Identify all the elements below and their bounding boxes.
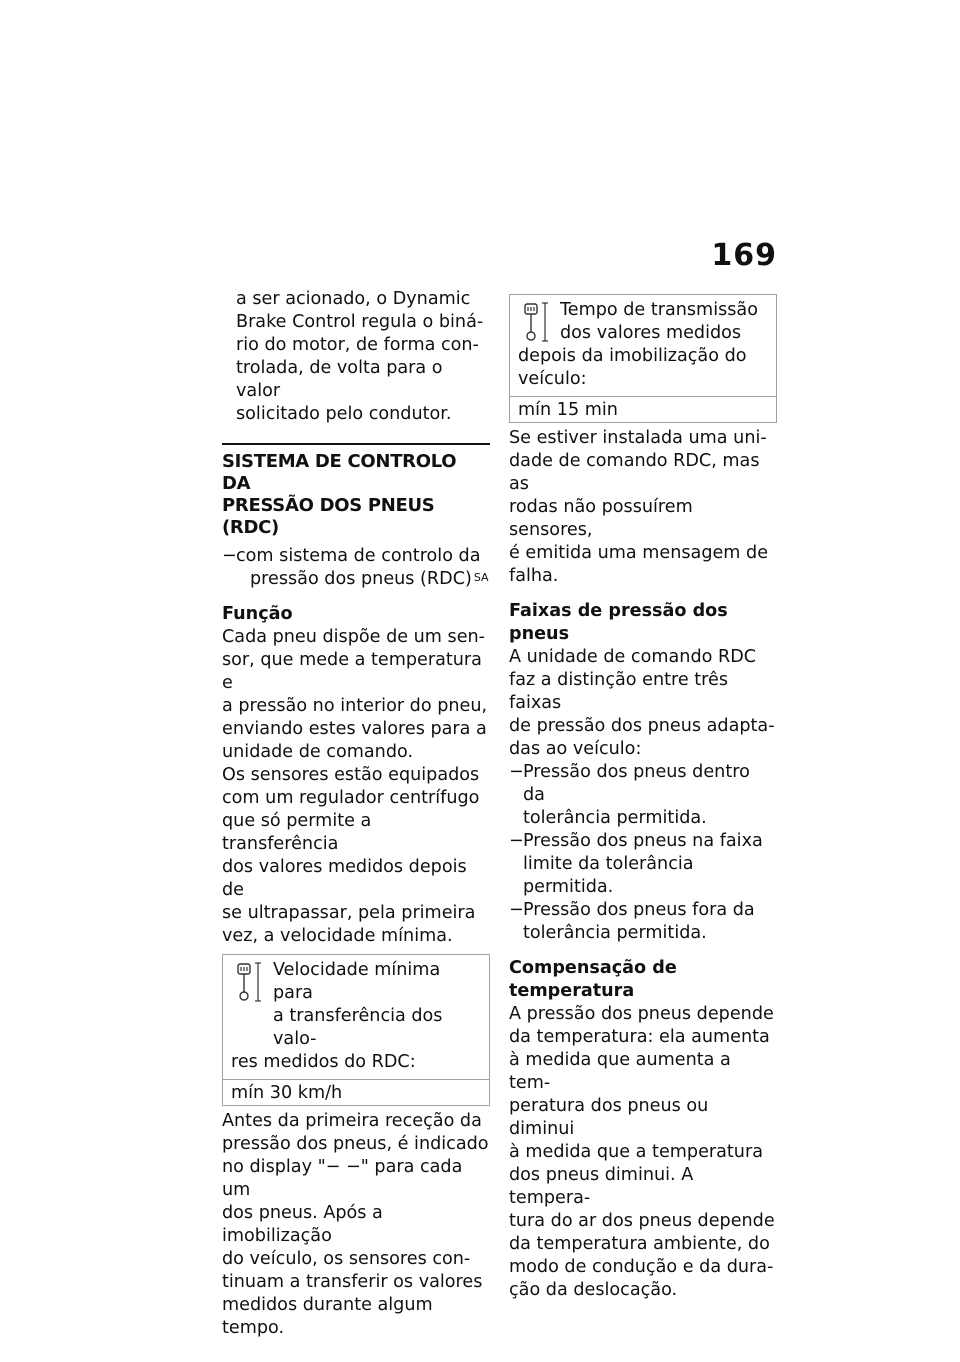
text-line: vez, a velocidade mínima. <box>222 926 453 946</box>
function-paragraph <box>222 626 490 764</box>
function-heading: Função <box>222 604 293 624</box>
text-line: rio do motor, de forma con- <box>236 335 479 355</box>
text-line: Pressão dos pneus dentro da <box>523 762 750 805</box>
text-line: peratura dos pneus ou diminui <box>509 1096 709 1139</box>
special-equipment-mark: SA <box>473 571 489 584</box>
dash-bullet: − <box>222 546 237 566</box>
text-line: se ultrapassar, pela primeira <box>222 903 476 923</box>
compensation-paragraph <box>509 1003 777 1302</box>
text-line: dos valores medidos <box>560 323 742 343</box>
text-line: depois da imobilização do <box>518 346 747 366</box>
text-line: tinuam a transferir os valores <box>222 1272 483 1292</box>
dash-bullet: − <box>509 900 524 920</box>
text-line: dos pneus. Após a imobilização <box>222 1203 383 1246</box>
text-line: Se estiver instalada uma uni- <box>509 428 767 448</box>
text-line: Os sensores estão equipados <box>222 765 480 785</box>
text-line: no display "− −" para cada um <box>222 1157 463 1200</box>
text-line: rodas não possuírem sensores, <box>509 497 693 540</box>
sensor-paragraph <box>222 764 490 948</box>
text-line: é emitida uma mensagem de <box>509 543 769 563</box>
section-heading-line: SISTEMA DE CONTROLO DA <box>222 451 457 494</box>
text-line: dade de comando RDC, mas as <box>509 451 760 494</box>
text-line: do veículo, os sensores con- <box>222 1249 471 1269</box>
text-line: a pressão no interior do pneu, <box>222 696 488 716</box>
text-line: à medida que aumenta a tem- <box>509 1050 731 1093</box>
text-line: A unidade de comando RDC <box>509 647 757 667</box>
text-line: sor, que mede a temperatura e <box>222 650 482 693</box>
dash-bullet: − <box>509 831 524 851</box>
text-line: unidade de comando. <box>222 742 414 762</box>
text-line: medidos durante algum tempo. <box>222 1295 433 1338</box>
text-line: modo de condução e da dura- <box>509 1257 774 1277</box>
section-heading-line: PRESSÃO DOS PNEUS (RDC) <box>222 495 435 538</box>
text-line: Pressão dos pneus fora da <box>523 900 755 920</box>
text-line: pressão dos pneus, é indicado <box>222 1134 489 1154</box>
option-line <box>236 568 490 591</box>
text-line: a transferência dos valo- <box>273 1006 443 1049</box>
text-line: de pressão dos pneus adapta- <box>509 716 775 736</box>
page-number: 169 <box>711 238 777 273</box>
text-line: falha. <box>509 566 559 586</box>
text-line: veículo: <box>518 369 587 389</box>
text-line: tolerância permitida. <box>523 923 707 943</box>
technical-data-icon <box>520 301 550 345</box>
text-line: à medida que a temperatura <box>509 1142 763 1162</box>
time-data-box <box>509 294 777 423</box>
text-line: faz a distinção entre três faixas <box>509 670 729 713</box>
text-line: dos pneus diminui. A tempera- <box>509 1165 694 1208</box>
ranges-intro-paragraph <box>509 646 777 761</box>
text-line: com um regulador centrífugo <box>222 788 480 808</box>
text-line: Cada pneu dispõe de um sen- <box>222 627 486 647</box>
text-line: Velocidade mínima para <box>273 960 441 1003</box>
reception-paragraph <box>222 1110 490 1340</box>
list-item <box>509 761 777 830</box>
range-list <box>509 761 777 945</box>
technical-data-icon <box>233 961 263 1005</box>
option-item <box>222 545 490 591</box>
text-line: Antes da primeira receção da <box>222 1111 482 1131</box>
text-line: enviando estes valores para a <box>222 719 487 739</box>
text-line: ção da deslocação. <box>509 1280 678 1300</box>
speed-data-value: mín 30 km/h <box>223 1079 489 1105</box>
dash-bullet: − <box>509 762 524 782</box>
left-column <box>222 288 490 1340</box>
fault-paragraph <box>509 427 777 588</box>
text-line: trolada, de volta para o valor <box>236 358 443 401</box>
text-line: que só permite a transferência <box>222 811 372 854</box>
right-column <box>509 288 777 1302</box>
speed-data-box <box>222 954 490 1106</box>
text-line: dos valores medidos depois de <box>222 857 467 900</box>
list-item <box>509 830 777 899</box>
text-line: limite da tolerância permitida. <box>523 854 694 897</box>
time-data-box-header <box>510 295 776 396</box>
text-line: solicitado pelo condutor. <box>236 404 452 424</box>
time-data-label <box>518 299 768 391</box>
intro-paragraph <box>222 288 490 426</box>
text-line: a ser acionado, o Dynamic <box>236 289 471 309</box>
time-data-value: mín 15 min <box>510 396 776 422</box>
text-line: tolerância permitida. <box>523 808 707 828</box>
section-heading-block <box>222 443 490 539</box>
text-line: Brake Control regula o biná- <box>236 312 484 332</box>
text-line: A pressão dos pneus depende <box>509 1004 774 1024</box>
compensation-heading: Compensação de temperatura <box>509 958 677 1001</box>
list-item <box>509 899 777 945</box>
ranges-heading: Faixas de pressão dos pneus <box>509 601 728 644</box>
text-line: res medidos do RDC: <box>231 1052 416 1072</box>
option-text: pressão dos pneus (RDC) <box>250 569 472 589</box>
text-line: da temperatura ambiente, do <box>509 1234 770 1254</box>
option-line: com sistema de controlo da <box>236 546 481 566</box>
text-line: tura do ar dos pneus depende <box>509 1211 775 1231</box>
text-line: Tempo de transmissão <box>560 300 758 320</box>
speed-data-box-header <box>223 955 489 1079</box>
text-line: da temperatura: ela aumenta <box>509 1027 770 1047</box>
text-line: das ao veículo: <box>509 739 642 759</box>
speed-data-label <box>231 959 481 1074</box>
text-line: Pressão dos pneus na faixa <box>523 831 763 851</box>
